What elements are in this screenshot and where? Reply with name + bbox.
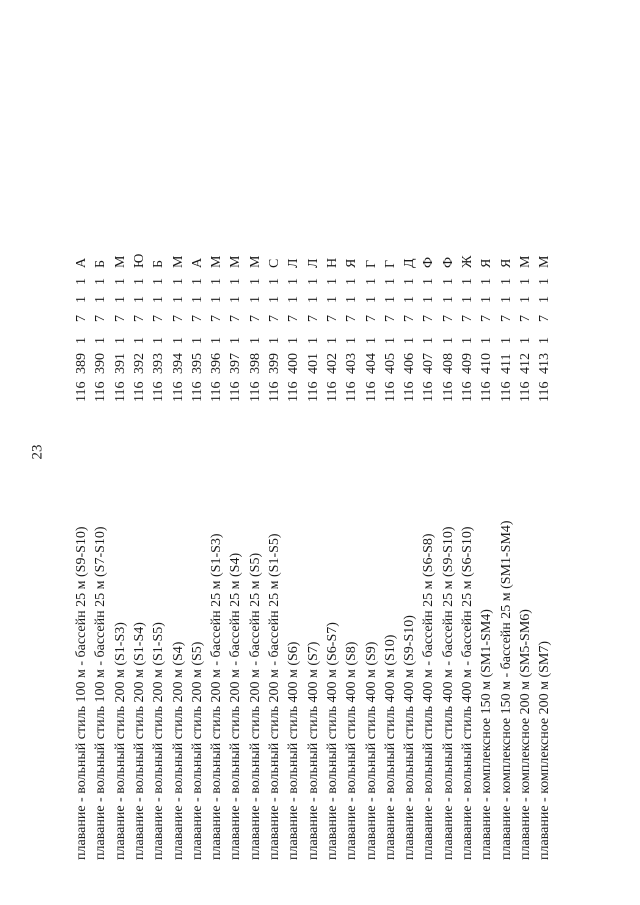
code-discipline: 395 xyxy=(189,353,205,374)
code-sport: 116 xyxy=(537,381,553,402)
code-digit-7: 7 xyxy=(93,315,109,322)
code-digit-7: 7 xyxy=(402,315,418,322)
code-digit-a: 1 xyxy=(151,296,167,303)
code-letter: Л xyxy=(286,258,302,268)
code-discipline: 407 xyxy=(421,353,437,374)
code-discipline: 408 xyxy=(440,353,456,374)
code-sport: 116 xyxy=(93,381,109,402)
code-sport: 116 xyxy=(74,381,89,402)
code-letter: Д xyxy=(402,258,418,268)
code-letter: М xyxy=(112,255,128,268)
code-letter: Я xyxy=(344,258,360,268)
code-letter: А xyxy=(189,257,205,268)
code-digit-b: 1 xyxy=(93,278,109,285)
code-digit-b: 1 xyxy=(209,278,225,285)
discipline-name: плавание - комплексное 200 м (SM5-SM6) xyxy=(517,609,533,860)
table-row xyxy=(419,130,438,860)
table-row xyxy=(226,130,245,860)
code-sport: 116 xyxy=(170,381,186,402)
code-digit-b: 1 xyxy=(440,278,456,285)
discipline-name: плавание - вольный стиль 100 м - бассейн 25 м (S7-S10) xyxy=(93,526,109,860)
code-digit-7: 7 xyxy=(537,315,553,322)
code-discipline: 400 xyxy=(286,353,302,374)
code-letter: Я xyxy=(479,258,495,268)
code-digit-7: 7 xyxy=(189,315,205,322)
code-letter: Г xyxy=(382,259,398,268)
code-discipline: 399 xyxy=(267,353,282,374)
code-digit-7: 7 xyxy=(131,315,147,322)
code-digit-a: 1 xyxy=(479,296,495,303)
code-digit-1: 1 xyxy=(460,337,475,344)
table-row xyxy=(362,130,381,860)
code-digit-1: 1 xyxy=(324,337,340,344)
code-digit-7: 7 xyxy=(498,315,514,322)
code-digit-7: 7 xyxy=(324,315,340,322)
table-row xyxy=(72,130,91,860)
code-digit-7: 7 xyxy=(209,315,225,322)
discipline-name: плавание - вольный стиль 200 м (S1-S4) xyxy=(131,622,147,860)
code-letter: С xyxy=(267,258,282,268)
discipline-name: плавание - вольный стиль 400 м (S9) xyxy=(363,641,379,860)
code-digit-1: 1 xyxy=(151,337,167,344)
code-discipline: 401 xyxy=(305,353,321,374)
code-digit-a: 1 xyxy=(421,296,437,303)
code-digit-a: 1 xyxy=(305,296,321,303)
code-digit-b: 1 xyxy=(267,278,282,285)
code-digit-1: 1 xyxy=(382,337,398,344)
code-discipline: 403 xyxy=(344,353,360,374)
code-discipline: 392 xyxy=(131,353,147,374)
code-digit-a: 1 xyxy=(267,296,282,303)
code-digit-b: 1 xyxy=(131,278,147,285)
code-discipline: 398 xyxy=(247,353,263,374)
code-discipline: 413 xyxy=(537,353,553,374)
discipline-name: плавание - вольный стиль 100 м - бассейн 25 м (S9-S10) xyxy=(74,526,89,860)
code-discipline: 410 xyxy=(479,353,495,374)
code-digit-1: 1 xyxy=(402,337,418,344)
code-digit-a: 1 xyxy=(189,296,205,303)
code-letter: Б xyxy=(93,259,109,268)
code-digit-b: 1 xyxy=(189,278,205,285)
discipline-name: плавание - вольный стиль 200 м (S1-S3) xyxy=(112,622,128,860)
code-digit-b: 1 xyxy=(421,278,437,285)
code-digit-b: 1 xyxy=(305,278,321,285)
code-digit-1: 1 xyxy=(286,337,302,344)
code-digit-a: 1 xyxy=(247,296,263,303)
table-row xyxy=(439,130,458,860)
code-discipline: 411 xyxy=(498,353,514,374)
code-digit-a: 1 xyxy=(209,296,225,303)
code-sport: 116 xyxy=(286,381,302,402)
code-digit-1: 1 xyxy=(112,337,128,344)
code-discipline: 389 xyxy=(74,353,89,374)
code-sport: 116 xyxy=(305,381,321,402)
table-row xyxy=(149,130,168,860)
code-digit-1: 1 xyxy=(267,337,282,344)
code-discipline: 390 xyxy=(93,353,109,374)
code-digit-1: 1 xyxy=(517,337,533,344)
table-row xyxy=(516,130,535,860)
code-digit-7: 7 xyxy=(382,315,398,322)
code-digit-b: 1 xyxy=(402,278,418,285)
code-digit-a: 1 xyxy=(363,296,379,303)
code-digit-a: 1 xyxy=(402,296,418,303)
code-digit-a: 1 xyxy=(228,296,244,303)
code-digit-1: 1 xyxy=(498,337,514,344)
code-digit-7: 7 xyxy=(74,315,89,322)
code-digit-7: 7 xyxy=(305,315,321,322)
table-row xyxy=(458,130,477,860)
discipline-name: плавание - вольный стиль 400 м (S6-S7) xyxy=(324,622,340,860)
code-letter: Б xyxy=(151,259,167,268)
code-discipline: 412 xyxy=(517,353,533,374)
code-digit-b: 1 xyxy=(112,278,128,285)
discipline-name: плавание - комплексное 200 м (SM7) xyxy=(537,640,553,860)
discipline-name: плавание - вольный стиль 400 м (S6) xyxy=(286,641,302,860)
discipline-name: плавание - вольный стиль 200 м (S5) xyxy=(189,641,205,860)
code-digit-1: 1 xyxy=(131,337,147,344)
code-digit-7: 7 xyxy=(228,315,244,322)
code-sport: 116 xyxy=(189,381,205,402)
table-row xyxy=(342,130,361,860)
table-row xyxy=(111,130,130,860)
code-sport: 116 xyxy=(131,381,147,402)
code-sport: 116 xyxy=(479,381,495,402)
code-digit-7: 7 xyxy=(286,315,302,322)
code-discipline: 409 xyxy=(460,353,475,374)
table-row xyxy=(91,130,110,860)
code-digit-b: 1 xyxy=(247,278,263,285)
table-row xyxy=(265,130,284,860)
code-sport: 116 xyxy=(344,381,360,402)
code-digit-b: 1 xyxy=(382,278,398,285)
code-sport: 116 xyxy=(228,381,244,402)
table-row xyxy=(130,130,149,860)
code-digit-1: 1 xyxy=(247,337,263,344)
code-digit-a: 1 xyxy=(286,296,302,303)
code-letter: Г xyxy=(363,259,379,268)
table-row xyxy=(207,130,226,860)
code-letter: Я xyxy=(498,258,514,268)
code-letter: Ф xyxy=(421,256,437,268)
discipline-table xyxy=(72,130,552,860)
code-letter: М xyxy=(228,255,244,268)
code-letter: Ф xyxy=(440,256,456,268)
discipline-name: плавание - вольный стиль 200 м - бассейн 25 м (S1-S5) xyxy=(267,533,282,860)
code-sport: 116 xyxy=(112,381,128,402)
discipline-name: плавание - вольный стиль 200 м - бассейн 25 м (S5) xyxy=(247,552,263,860)
code-digit-a: 1 xyxy=(170,296,186,303)
code-digit-b: 1 xyxy=(517,278,533,285)
table-row xyxy=(323,130,342,860)
discipline-name: плавание - вольный стиль 400 м - бассейн 25 м (S6-S10) xyxy=(460,526,475,860)
code-letter: Ж xyxy=(460,255,475,268)
code-digit-1: 1 xyxy=(74,337,89,344)
discipline-name: плавание - вольный стиль 200 м - бассейн 25 м (S4) xyxy=(228,552,244,860)
discipline-name: плавание - вольный стиль 400 м (S8) xyxy=(344,641,360,860)
code-digit-1: 1 xyxy=(209,337,225,344)
code-digit-1: 1 xyxy=(93,337,109,344)
code-digit-b: 1 xyxy=(479,278,495,285)
code-discipline: 393 xyxy=(151,353,167,374)
code-digit-1: 1 xyxy=(170,337,186,344)
discipline-name: плавание - вольный стиль 400 м (S10) xyxy=(382,634,398,860)
code-digit-a: 1 xyxy=(460,296,475,303)
code-digit-a: 1 xyxy=(131,296,147,303)
code-digit-7: 7 xyxy=(112,315,128,322)
code-discipline: 402 xyxy=(324,353,340,374)
code-digit-b: 1 xyxy=(151,278,167,285)
code-sport: 116 xyxy=(421,381,437,402)
code-digit-7: 7 xyxy=(421,315,437,322)
code-digit-b: 1 xyxy=(460,278,475,285)
discipline-name: плавание - вольный стиль 200 м (S4) xyxy=(170,641,186,860)
table-row xyxy=(188,130,207,860)
table-row xyxy=(497,130,516,860)
code-sport: 116 xyxy=(363,381,379,402)
code-digit-a: 1 xyxy=(382,296,398,303)
code-sport: 116 xyxy=(440,381,456,402)
table-row xyxy=(400,130,419,860)
code-digit-b: 1 xyxy=(324,278,340,285)
code-letter: Ю xyxy=(131,253,147,268)
code-digit-b: 1 xyxy=(228,278,244,285)
code-digit-a: 1 xyxy=(112,296,128,303)
code-discipline: 397 xyxy=(228,353,244,374)
discipline-name: плавание - комплексное 150 м (SM1-SM4) xyxy=(479,609,495,860)
code-digit-7: 7 xyxy=(460,315,475,322)
code-digit-a: 1 xyxy=(74,296,89,303)
code-digit-1: 1 xyxy=(479,337,495,344)
code-digit-a: 1 xyxy=(324,296,340,303)
code-digit-7: 7 xyxy=(479,315,495,322)
code-discipline: 404 xyxy=(363,353,379,374)
discipline-name: плавание - вольный стиль 200 м - бассейн 25 м (S1-S3) xyxy=(209,533,225,860)
code-digit-a: 1 xyxy=(440,296,456,303)
discipline-name: плавание - вольный стиль 400 м - бассейн 25 м (S6-S8) xyxy=(421,533,437,860)
code-digit-7: 7 xyxy=(344,315,360,322)
table-row xyxy=(381,130,400,860)
code-discipline: 405 xyxy=(382,353,398,374)
code-digit-a: 1 xyxy=(344,296,360,303)
code-digit-7: 7 xyxy=(517,315,533,322)
discipline-name: плавание - вольный стиль 400 м (S7) xyxy=(305,641,321,860)
code-digit-b: 1 xyxy=(537,278,553,285)
code-letter: М xyxy=(209,255,225,268)
code-discipline: 394 xyxy=(170,353,186,374)
code-sport: 116 xyxy=(247,381,263,402)
code-discipline: 406 xyxy=(402,353,418,374)
code-digit-b: 1 xyxy=(286,278,302,285)
discipline-name: плавание - вольный стиль 400 м (S9-S10) xyxy=(402,615,418,860)
code-digit-1: 1 xyxy=(228,337,244,344)
code-digit-b: 1 xyxy=(170,278,186,285)
code-sport: 116 xyxy=(498,381,514,402)
code-digit-b: 1 xyxy=(363,278,379,285)
code-sport: 116 xyxy=(324,381,340,402)
discipline-name: плавание - вольный стиль 200 м (S1-S5) xyxy=(151,622,167,860)
code-digit-a: 1 xyxy=(537,296,553,303)
code-digit-7: 7 xyxy=(247,315,263,322)
table-row xyxy=(169,130,188,860)
code-digit-7: 7 xyxy=(363,315,379,322)
code-letter: Л xyxy=(305,258,321,268)
code-digit-1: 1 xyxy=(189,337,205,344)
code-sport: 116 xyxy=(267,381,282,402)
code-sport: 116 xyxy=(402,381,418,402)
code-digit-a: 1 xyxy=(498,296,514,303)
code-sport: 116 xyxy=(209,381,225,402)
code-digit-1: 1 xyxy=(305,337,321,344)
code-digit-b: 1 xyxy=(344,278,360,285)
code-digit-b: 1 xyxy=(498,278,514,285)
code-letter: А xyxy=(74,257,89,268)
discipline-name: плавание - комплексное 150 м - бассейн 25 м (SM1-SM4) xyxy=(498,520,514,860)
code-letter: М xyxy=(517,255,533,268)
code-digit-1: 1 xyxy=(363,337,379,344)
code-digit-a: 1 xyxy=(517,296,533,303)
code-digit-1: 1 xyxy=(440,337,456,344)
code-digit-1: 1 xyxy=(421,337,437,344)
code-digit-a: 1 xyxy=(93,296,109,303)
table-row xyxy=(284,130,303,860)
code-digit-7: 7 xyxy=(267,315,282,322)
code-sport: 116 xyxy=(517,381,533,402)
code-digit-7: 7 xyxy=(440,315,456,322)
table-row xyxy=(477,130,496,860)
code-digit-1: 1 xyxy=(537,337,553,344)
table-row xyxy=(535,130,554,860)
code-letter: М xyxy=(247,255,263,268)
code-sport: 116 xyxy=(151,381,167,402)
table-row xyxy=(304,130,323,860)
code-digit-b: 1 xyxy=(74,278,89,285)
code-sport: 116 xyxy=(460,381,475,402)
page-number: 23 xyxy=(29,444,46,460)
code-letter: М xyxy=(170,255,186,268)
code-letter: Н xyxy=(324,257,340,268)
code-digit-1: 1 xyxy=(344,337,360,344)
code-digit-7: 7 xyxy=(170,315,186,322)
code-discipline: 391 xyxy=(112,353,128,374)
discipline-name: плавание - вольный стиль 400 м - бассейн 25 м (S9-S10) xyxy=(440,526,456,860)
code-letter: М xyxy=(537,255,553,268)
code-digit-7: 7 xyxy=(151,315,167,322)
code-discipline: 396 xyxy=(209,353,225,374)
code-sport: 116 xyxy=(382,381,398,402)
table-row xyxy=(246,130,265,860)
